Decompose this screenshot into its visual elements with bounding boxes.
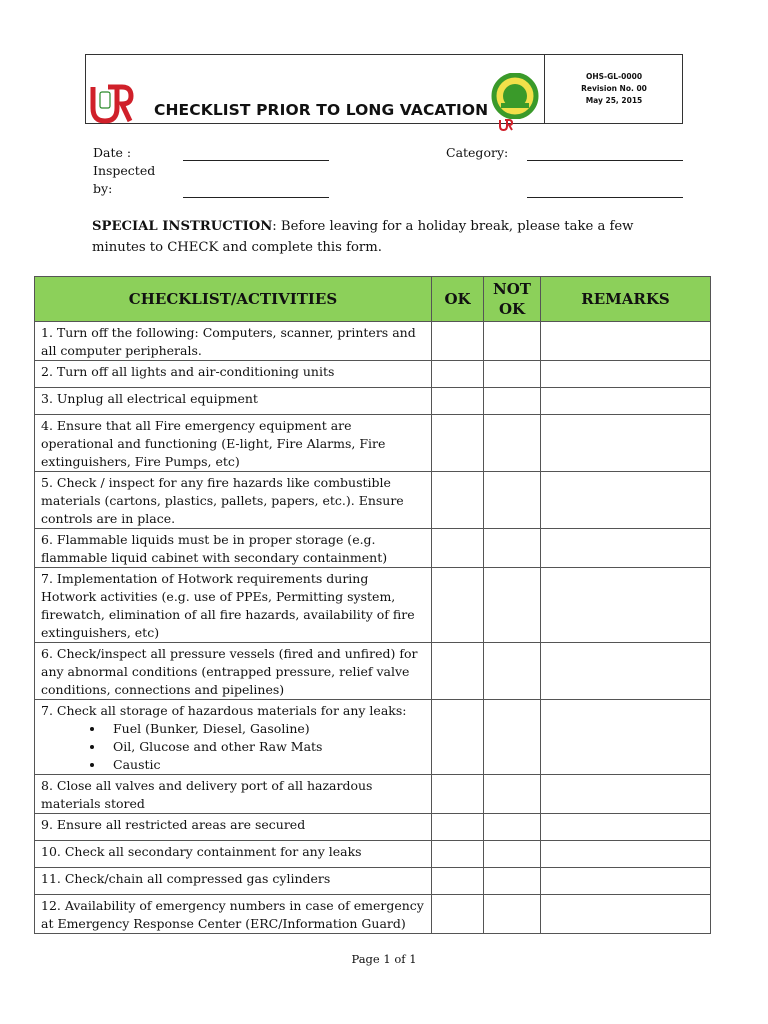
header-divider	[544, 55, 545, 123]
remarks-cell[interactable]	[541, 388, 711, 415]
list-item: • Fuel (Bunker, Diesel, Gasoline)	[105, 720, 427, 738]
document-header	[85, 54, 683, 124]
activity-cell: 12. Availability of emergency numbers in case of emergency at Emergency Response Center (ERC/Information Guard)	[35, 895, 432, 934]
column-header-activities: CHECKLIST/ACTIVITIES	[35, 277, 432, 322]
ur-logo-icon	[90, 84, 134, 124]
date-field[interactable]	[183, 160, 329, 161]
remarks-cell[interactable]	[541, 472, 711, 529]
page-number: Page 1 of 1	[351, 952, 417, 966]
not-ok-cell[interactable]	[484, 322, 541, 361]
table-row	[35, 700, 711, 775]
revision-date: May 25, 2015	[585, 96, 643, 105]
ok-cell[interactable]	[432, 775, 484, 814]
activity-cell: 6. Flammable liquids must be in proper storage (e.g. flammable liquid cabinet with secondary containment)	[35, 529, 432, 568]
document-meta	[546, 71, 682, 107]
not-ok-cell[interactable]	[484, 388, 541, 415]
remarks-cell[interactable]	[541, 841, 711, 868]
activity-cell: 5. Check / inspect for any fire hazards like combustible materials (cartons, plastics, pallets, papers, etc.). Ensure controls are in place.	[35, 472, 432, 529]
remarks-cell[interactable]	[541, 322, 711, 361]
table-row	[35, 814, 711, 841]
table-row	[35, 415, 711, 472]
seal-icon	[491, 73, 539, 119]
remarks-cell[interactable]	[541, 895, 711, 934]
revision-number: Revision No. 00	[581, 84, 647, 93]
table-row	[35, 529, 711, 568]
extra-field[interactable]	[527, 197, 683, 198]
column-header-ok: OK	[432, 277, 484, 322]
remarks-cell[interactable]	[541, 361, 711, 388]
remarks-cell[interactable]	[541, 643, 711, 700]
ok-cell[interactable]	[432, 814, 484, 841]
ok-cell[interactable]	[432, 700, 484, 775]
ok-cell[interactable]	[432, 868, 484, 895]
not-ok-cell[interactable]	[484, 868, 541, 895]
remarks-cell[interactable]	[541, 700, 711, 775]
activity-cell: 11. Check/chain all compressed gas cylinders	[35, 868, 432, 895]
table-row	[35, 895, 711, 934]
special-instruction	[92, 216, 652, 258]
table-row	[35, 472, 711, 529]
date-label: Date :	[93, 145, 132, 160]
not-ok-cell[interactable]	[484, 643, 541, 700]
column-header-remarks: REMARKS	[541, 277, 711, 322]
not-ok-cell[interactable]	[484, 841, 541, 868]
instruction-lead: SPECIAL INSTRUCTION	[92, 219, 273, 234]
doc-code: OHS-GL-0000	[585, 72, 643, 81]
hazard-list	[41, 720, 427, 774]
activity-cell: 8. Close all valves and delivery port of all hazardous materials stored	[35, 775, 432, 814]
activity-cell: 7. Implementation of Hotwork requirements during Hotwork activities (e.g. use of PPEs, Permitting system, firewatch, elimination of all fire hazards, availability of fire extinguishers, etc)	[35, 568, 432, 643]
remarks-cell[interactable]	[541, 529, 711, 568]
ok-cell[interactable]	[432, 568, 484, 643]
ok-cell[interactable]	[432, 322, 484, 361]
table-row	[35, 322, 711, 361]
remarks-cell[interactable]	[541, 868, 711, 895]
remarks-cell[interactable]	[541, 775, 711, 814]
not-ok-cell[interactable]	[484, 895, 541, 934]
ok-cell[interactable]	[432, 643, 484, 700]
not-ok-cell[interactable]	[484, 415, 541, 472]
inspected-by-field[interactable]	[183, 197, 329, 198]
not-ok-cell[interactable]	[484, 361, 541, 388]
table-row	[35, 568, 711, 643]
activity-cell: 10. Check all secondary containment for any leaks	[35, 841, 432, 868]
ok-cell[interactable]	[432, 841, 484, 868]
table-row	[35, 841, 711, 868]
checklist-table	[34, 276, 711, 934]
activity-text: 7. Check all storage of hazardous materials for any leaks:	[41, 703, 407, 718]
inspected-label: Inspected	[93, 163, 156, 178]
ok-cell[interactable]	[432, 529, 484, 568]
activity-cell: 6. Check/inspect all pressure vessels (fired and unfired) for any abnormal conditions (entrapped pressure, relief valve conditions, connections and pipelines)	[35, 643, 432, 700]
activity-cell	[35, 700, 432, 775]
not-ok-cell[interactable]	[484, 529, 541, 568]
table-row	[35, 361, 711, 388]
category-field[interactable]	[527, 160, 683, 161]
table-row	[35, 388, 711, 415]
not-ok-cell[interactable]	[484, 472, 541, 529]
remarks-cell[interactable]	[541, 568, 711, 643]
page-title: CHECKLIST PRIOR TO LONG VACATION	[154, 101, 489, 119]
list-item: • Oil, Glucose and other Raw Mats	[105, 738, 427, 756]
remarks-cell[interactable]	[541, 814, 711, 841]
ok-cell[interactable]	[432, 415, 484, 472]
list-item: • Caustic	[105, 756, 427, 774]
not-ok-cell[interactable]	[484, 700, 541, 775]
activity-cell: 2. Turn off all lights and air-conditioning units	[35, 361, 432, 388]
ok-cell[interactable]	[432, 472, 484, 529]
ok-cell[interactable]	[432, 895, 484, 934]
activity-cell: 1. Turn off the following: Computers, scanner, printers and all computer peripherals.	[35, 322, 432, 361]
table-row	[35, 643, 711, 700]
activity-cell: 4. Ensure that all Fire emergency equipment are operational and functioning (E-light, Fire Alarms, Fire extinguishers, Fire Pumps, etc)	[35, 415, 432, 472]
by-label: by:	[93, 181, 113, 196]
small-ur-logo-icon	[499, 119, 513, 131]
instruction-text: : Before leaving for a holiday break, please take a few minutes to CHECK and complete this form.	[92, 219, 634, 255]
table-row	[35, 868, 711, 895]
ok-cell[interactable]	[432, 361, 484, 388]
table-header-row	[35, 277, 711, 322]
activity-cell: 3. Unplug all electrical equipment	[35, 388, 432, 415]
table-row	[35, 775, 711, 814]
category-label: Category:	[446, 145, 509, 160]
not-ok-cell[interactable]	[484, 814, 541, 841]
not-ok-cell[interactable]	[484, 568, 541, 643]
remarks-cell[interactable]	[541, 415, 711, 472]
activity-cell: 9. Ensure all restricted areas are secured	[35, 814, 432, 841]
ok-cell[interactable]	[432, 388, 484, 415]
not-ok-cell[interactable]	[484, 775, 541, 814]
column-header-not-ok: NOT OK	[484, 277, 541, 322]
